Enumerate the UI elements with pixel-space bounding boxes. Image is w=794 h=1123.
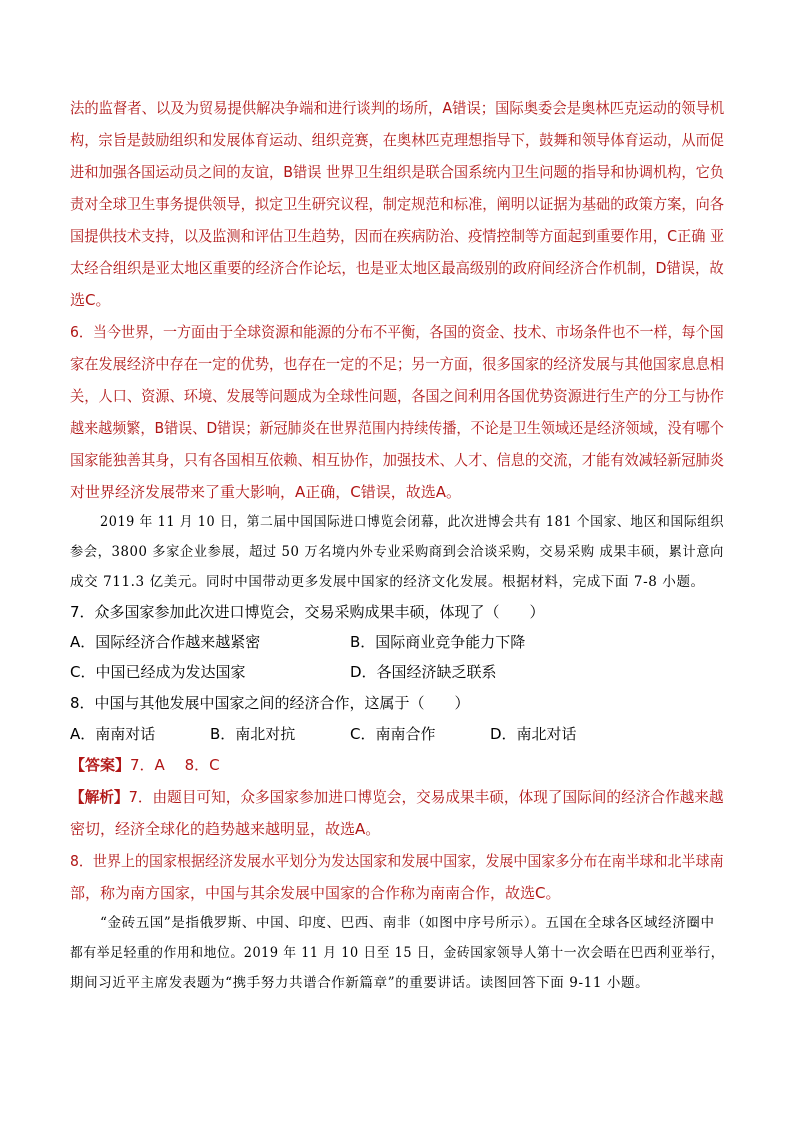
question-stem: 7．众多国家参加此次进口博览会，交易采购成果丰硕，体现了（ ） — [70, 603, 545, 621]
analysis-line: 密切，经济全球化的趋势越来越明显，故选A。 — [70, 820, 381, 838]
material-line: 期间习近平主席发表题为“携手努力共谱合作新篇章”的重要讲话。读图回答下面 9-11 小题。 — [70, 975, 650, 991]
option-c[interactable]: C．中国已经成为发达国家 — [70, 663, 246, 681]
analysis-line: 部，称为南方国家，中国与其余发展中国家的合作称为南南合作，故选C。 — [70, 884, 561, 902]
analysis-first-line — [70, 787, 724, 807]
analysis-line: 7．由题目可知，众多国家参加进口博览会，交易成果丰硕，体现了国际间的经济合作越来越 — [128, 788, 724, 806]
explanation-line: 进和加强各国运动员之间的友谊，B错误 世界卫生组织是联合国系统内卫生问题的指导和协调机构，它负 — [70, 163, 725, 181]
explanation-line: 责对全球卫生事务提供领导，拟定卫生研究议程，制定规范和标准，阐明以证据为基础的政策方案，向各 — [70, 195, 724, 213]
explanation-line: 6．当今世界，一方面由于全球资源和能源的分布不平衡，各国的资金、技术、市场条件也不一样，每个国 — [70, 323, 724, 341]
explanation-line: 法的监督者、以及为贸易提供解决争端和进行谈判的场所，A错误；国际奥委会是奥林匹克运动的领导机 — [70, 99, 725, 117]
answer-tag: 【答案】 — [70, 756, 131, 774]
explanation-line: 构，宗旨是鼓励组织和发展体育运动、组织竞赛，在奥林匹克理想指导下，鼓舞和领导体育运动，从而促 — [70, 131, 724, 149]
material-line: 2019 年 11 月 10 日，第二届中国国际进口博览会闭幕，此次进博会共有 181 个国家、地区和国际组织 — [100, 514, 725, 530]
option-d[interactable]: D．南北对话 — [490, 725, 577, 743]
explanation-line: 国家能独善其身，只有各国相互依赖、相互协作，加强技术、人才、信息的交流，才能有效减轻新冠肺炎 — [70, 451, 724, 469]
explanation-line: 对世界经济发展带来了重大影响，A正确，C错误，故选A。 — [70, 483, 461, 501]
option-a[interactable]: A．南南对话 — [70, 725, 156, 743]
material-line: 参会，3800 多家企业参展，超过 50 万名境内外专业采购商到会洽谈采购，交易采购 成果丰硕，累计意向 — [70, 544, 724, 560]
option-c[interactable]: C．南南合作 — [350, 725, 436, 743]
explanation-line: 选C。 — [70, 291, 111, 309]
material-line: 都有举足轻重的作用和地位。2019 年 11 月 10 日至 15 日，金砖国家领导人第十一次会晤在巴西利亚举行， — [70, 945, 725, 961]
material-line: 成交 711.3 亿美元。同时中国带动更多发展中国家的经济文化发展。根据材料，完成下面 7-8 小题。 — [70, 574, 705, 590]
option-b[interactable]: B．南北对抗 — [210, 725, 296, 743]
analysis-tag: 【解析】 — [70, 788, 129, 806]
question-stem: 8．中国与其他发展中国家之间的经济合作，这属于（ ） — [70, 694, 470, 712]
explanation-line: 国提供技术支持，以及监测和评估卫生趋势，因而在疾病防治、疫情控制等方面起到重要作用，C正确 亚 — [70, 227, 725, 245]
answer-line — [70, 755, 220, 775]
option-a[interactable]: A．国际经济合作越来越紧密 — [70, 633, 261, 651]
option-d[interactable]: D．各国经济缺乏联系 — [350, 663, 497, 681]
answer-text: 7．A 8．C — [130, 756, 220, 774]
explanation-line: 关，人口、资源、环境、发展等问题成为全球性问题，各国之间利用各国优势资源进行生产的分工与协作 — [70, 387, 724, 405]
material-line: “金砖五国”是指俄罗斯、中国、印度、巴西、南非（如图中序号所示）。五国在全球各区域经济圈中 — [100, 915, 715, 931]
explanation-line: 太经合组织是亚太地区重要的经济合作论坛，也是亚太地区最高级别的政府间经济合作机制，D错误，故 — [70, 259, 724, 277]
option-b[interactable]: B．国际商业竞争能力下降 — [350, 633, 526, 651]
analysis-line: 8．世界上的国家根据经济发展水平划分为发达国家和发展中国家，发展中国家多分布在南半球和北半球南 — [70, 852, 724, 870]
explanation-line: 越来越频繁，B错误、D错误；新冠肺炎在世界范围内持续传播，不论是卫生领域还是经济领域，没有哪个 — [70, 419, 724, 437]
explanation-line: 家在发展经济中存在一定的优势，也存在一定的不足；另一方面，很多国家的经济发展与其他国家息息相 — [70, 355, 724, 373]
